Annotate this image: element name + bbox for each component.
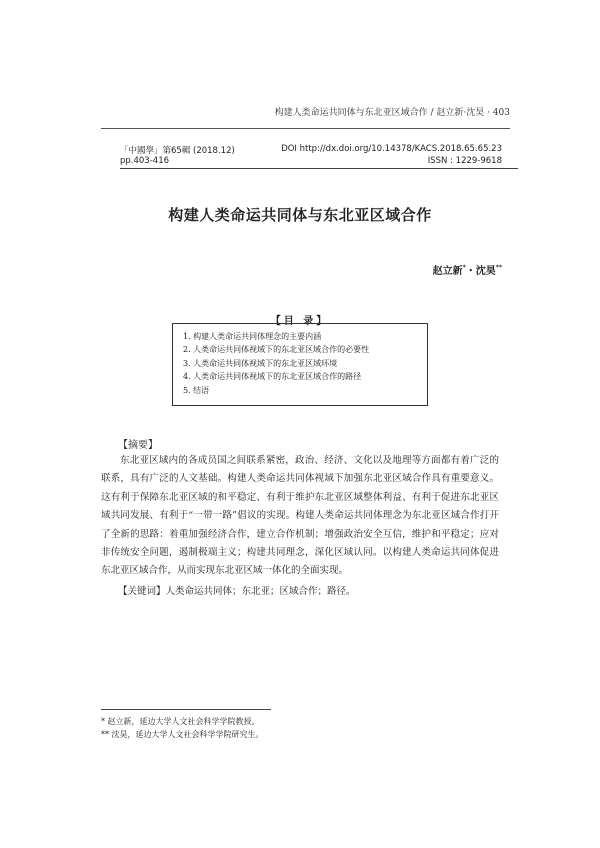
toc-item: 2. 人类命运共同体视域下的东北亚区域合作的必要性 <box>183 345 370 355</box>
footnote: ** 沈昊，延边大学人文社会科学学院研究生。 <box>101 730 264 739</box>
footnote-mark: ** <box>495 264 502 272</box>
toc-label: 【目 录】 <box>270 316 330 327</box>
author-name: 赵立新 <box>432 266 463 277</box>
keywords: 【关键词】人类命运共同体；东北亚；区域合作；路径。 <box>118 586 356 597</box>
footnote-mark: * <box>462 264 466 272</box>
running-head: 构建人类命运共同体与东北亚区域合作 / 赵立新·沈昊 · 403 <box>274 108 510 118</box>
doi-link[interactable]: DOI http://dx.doi.org/10.14378/KACS.2018.65.65.23 <box>281 144 502 154</box>
abstract-body: 东北亚区域内的各成员国之间联系紧密，政治、经济、文化以及地理等方面都有着广泛的联系，具有广泛的人文基础。构建人类命运共同体视域下加强东北亚区域合作具有重要意义。这有利于保障东北亚区域的和平稳定、有利于维护东北亚区域整体利益、有利于促进东北亚区域共同发展、有利于“一带一路”倡议的实现。构建人类命运共同体理念为东北亚区域合作打开了全新的思路：着重加强经济合作，建立合作机制；增强政治安全互信，维护和平稳定；应对非传统安全问题，遏制极端主义；构建共同理念，深化区域认同。以构建人类命运共同体促进东北亚区域合作，从而实现东北亚区域一体化的全面实现。 <box>101 455 499 577</box>
toc-list <box>173 324 427 397</box>
table-of-contents <box>172 323 428 406</box>
author-name: 沈昊 <box>475 266 496 277</box>
issn: ISSN : 1229-9618 <box>427 156 502 166</box>
header-rule <box>101 128 510 129</box>
paper-title: 构建人类命运共同体与东北亚区域合作 <box>168 206 432 224</box>
footnote-rule <box>101 709 271 710</box>
footnote: * 赵立新，延边大学人文社会科学学院教授。 <box>101 717 260 726</box>
author-separator: ・ <box>465 266 476 277</box>
meta-rule <box>120 168 518 169</box>
toc-item: 5. 结语 <box>183 385 210 395</box>
page-range: pp.403-416 <box>120 156 170 166</box>
authors <box>433 262 502 277</box>
toc-item: 1. 构建人类命运共同体理念的主要内涵 <box>183 332 322 341</box>
journal-citation: 「中國學」第65輯 (2018.12) <box>120 146 235 156</box>
toc-item: 3. 人类命运共同体视域下的东北亚区域环境 <box>183 358 338 368</box>
toc-item: 4. 人类命运共同体视域下的东北亚区域合作的路径 <box>183 372 362 382</box>
abstract-label: 【摘要】 <box>118 440 158 451</box>
